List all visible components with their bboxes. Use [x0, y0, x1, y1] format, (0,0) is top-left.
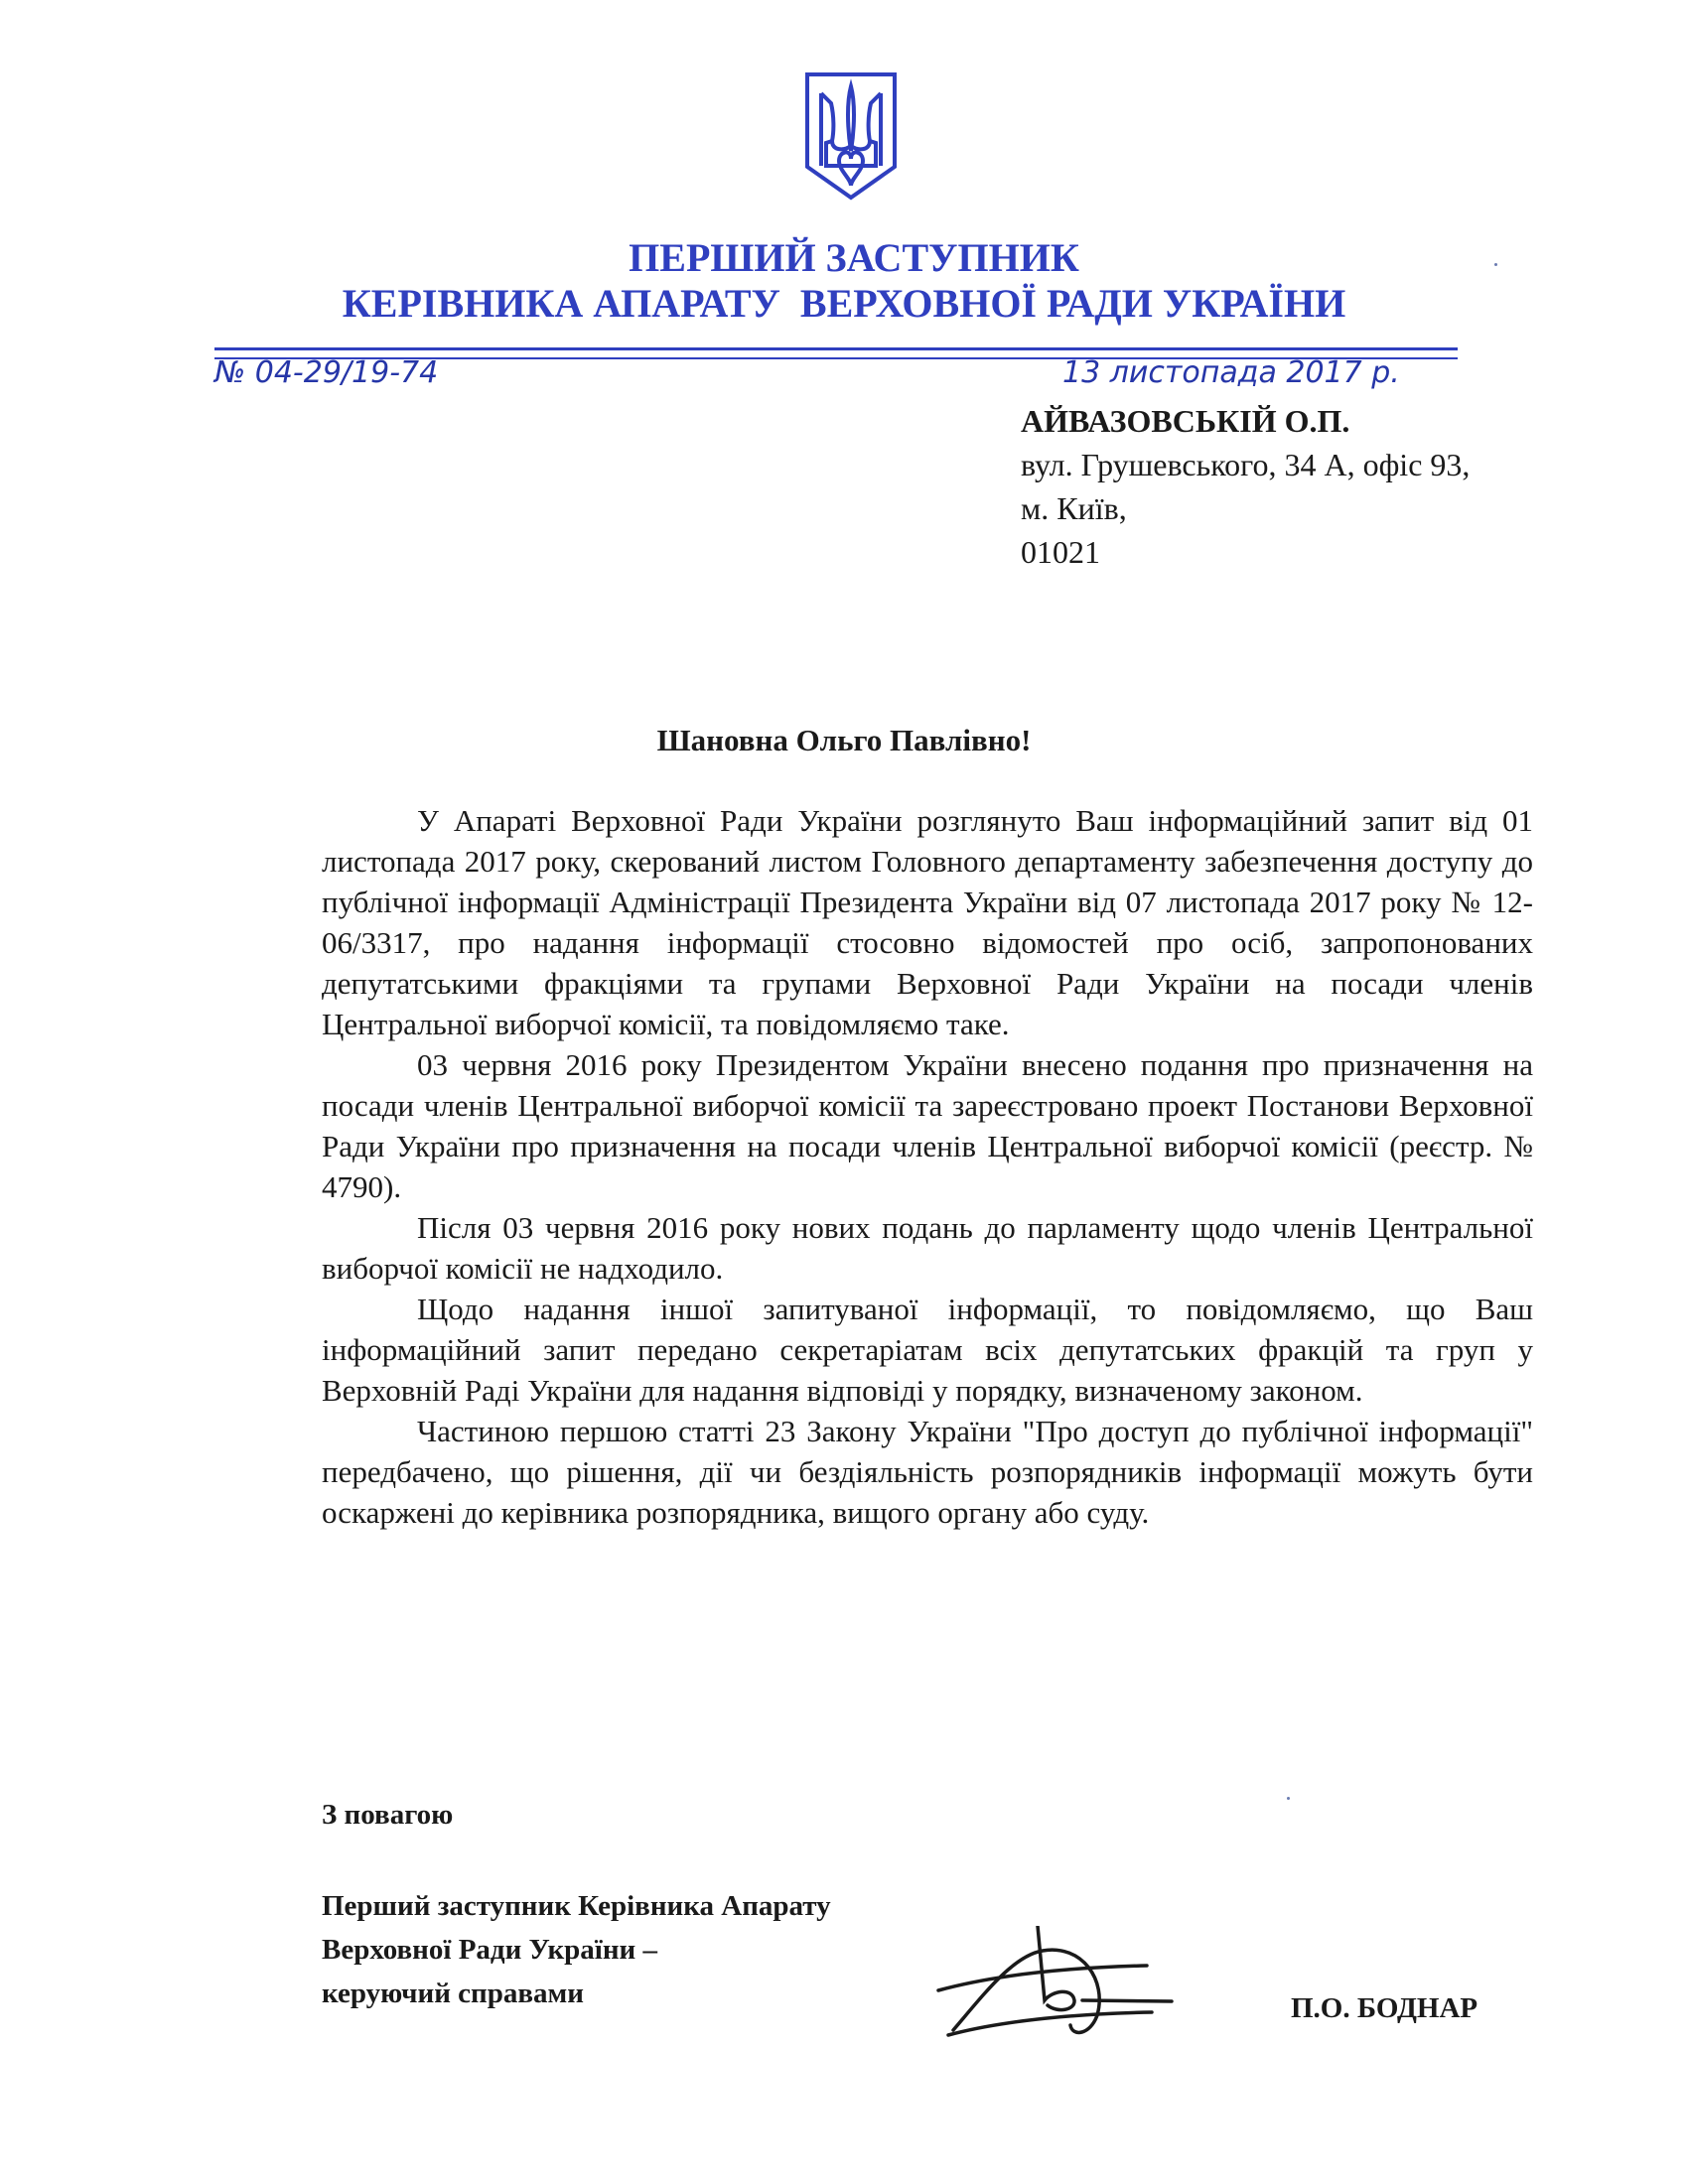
signatory-name: П.О. БОДНАР: [1291, 1992, 1478, 2024]
outgoing-number: № 04-29/19-74: [214, 355, 439, 390]
letter-body: [322, 800, 1533, 1533]
paragraph: Після 03 червня 2016 року нових подань до парламенту щодо членів Центральної виборчої комісії не надходило.: [322, 1210, 1533, 1286]
signatory-position-line1: Перший заступник Керівника Апарату: [322, 1890, 831, 1922]
letterhead-title-line1: ПЕРШИЙ ЗАСТУПНИК: [629, 235, 1079, 280]
signatory-position-line2: Верховної Ради України –: [322, 1934, 658, 1966]
recipient-address-line1: вул. Грушевського, 34 А, офіс 93,: [1021, 447, 1471, 482]
paragraph: У Апараті Верховної Ради України розглянуто Ваш інформаційний запит від 01 листопада 2017 року, скерований листом Головного департаменту забезпечення доступу до публічної інформації Адміністрації Президента України від 07 листопада 2017 року № 12-06/3317, про надання інформації стосовно відомостей про осіб, запропонованих депутатськими фракціями та групами Верховної Ради України на посади членів Центральної виборчої комісії, та повідомляємо таке.: [322, 803, 1533, 1041]
letterhead-rule-thick: [214, 347, 1458, 350]
letterhead-title-line2: КЕРІВНИКА АПАРАТУ ВЕРХОВНОЇ РАДИ УКРАЇНИ: [342, 281, 1346, 326]
signature-icon: [933, 1926, 1231, 2040]
closing: З повагою: [322, 1799, 454, 1831]
recipient-address-line2: м. Київ,: [1021, 490, 1127, 526]
paragraph: 03 червня 2016 року Президентом України внесено подання про призначення на посади членів Центральної виборчої комісії та зареєстровано проект Постанови Верховної Ради України про призначення на посади членів Центральної виборчої комісії (реєстр. № 4790).: [322, 1047, 1533, 1204]
signatory-position-line3: керуючий справами: [322, 1978, 585, 2009]
outgoing-date: 13 листопада 2017 р.: [1062, 355, 1400, 390]
trident-emblem-icon: [804, 71, 898, 201]
recipient-name: АЙВАЗОВСЬКІЙ О.П.: [1021, 403, 1350, 439]
scan-speck: [1287, 1797, 1290, 1800]
scan-speck: [1494, 263, 1497, 266]
signatory-position: [322, 1884, 831, 2015]
greeting: Шановна Ольго Павлівно!: [656, 723, 1032, 757]
recipient-block: [1021, 399, 1470, 574]
recipient-postal-code: 01021: [1021, 534, 1100, 570]
paragraph: Частиною першою статті 23 Закону України "Про доступ до публічної інформації" передбачено, що рішення, дії чи бездіяльність розпорядників інформації можуть бути оскаржені до керівника розпорядника, вищого органу або суду.: [322, 1414, 1533, 1530]
paragraph: Щодо надання іншої запитуваної інформації, то повідомляємо, що Ваш інформаційний запит передано секретаріатам всіх депутатських фракцій та груп у Верховній Раді України для надання відповіді у порядку, визначеному законом.: [322, 1292, 1533, 1408]
